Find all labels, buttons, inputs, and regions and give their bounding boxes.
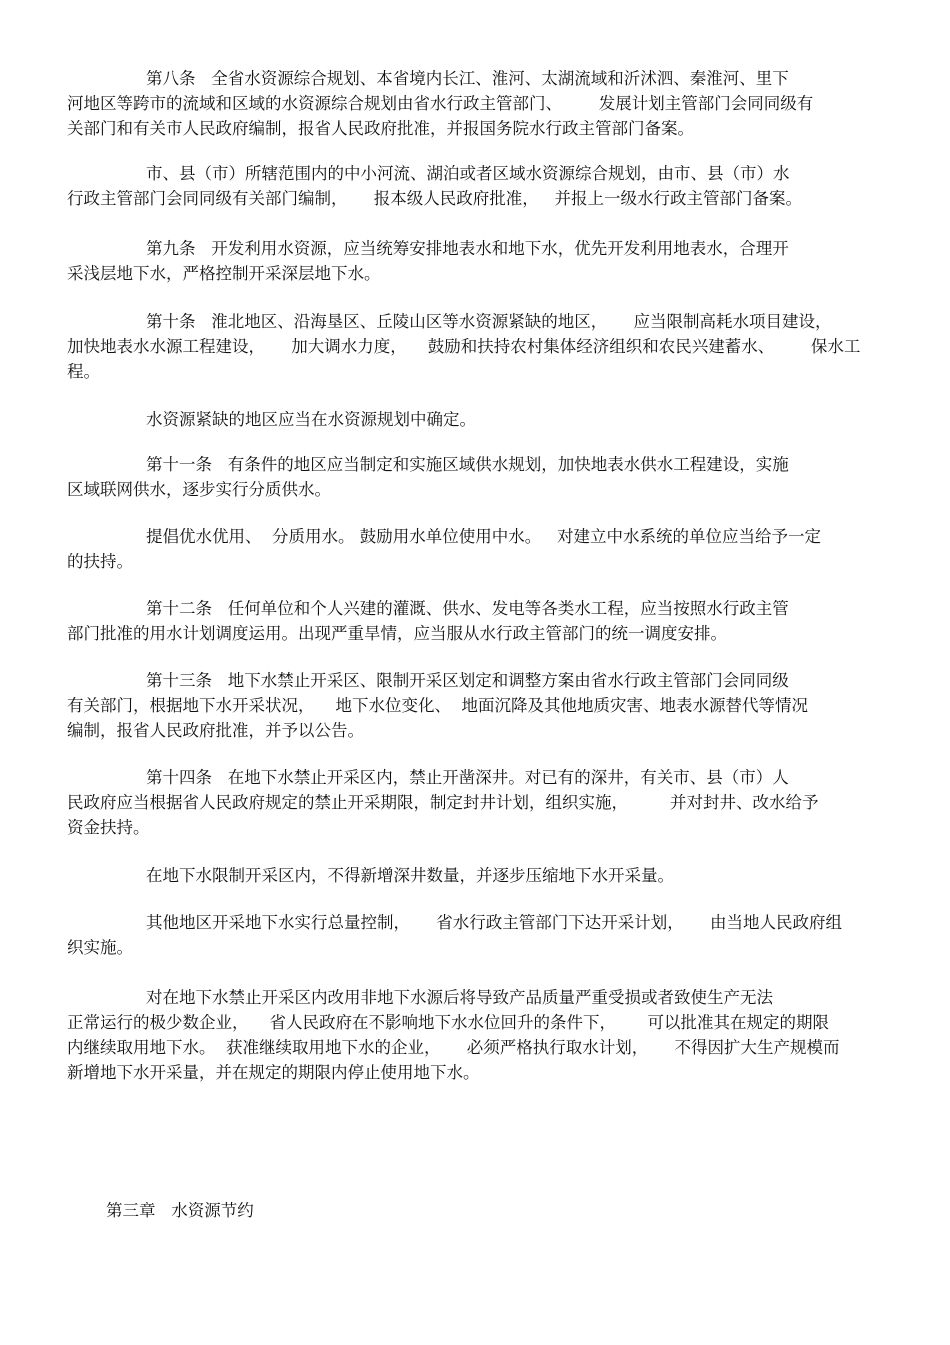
paragraph-3-line-2: 采浅层地下水，严格控制开采深层地下水。 <box>67 264 381 283</box>
paragraph-9-line-2: 有关部门，根据地下水开采状况， 地下水位变化、 地面沉降及其他地质灾害、地表水源替代等情况 <box>67 696 808 715</box>
paragraph-4-line-2: 加快地表水水源工程建设， 加大调水力度， 鼓励和扶持农村集体经济组织和农民兴建蓄水、 保水工 <box>67 337 861 356</box>
paragraph-12-line-2: 织实施。 <box>67 938 133 957</box>
paragraph-7-line-2: 的扶持。 <box>67 552 133 571</box>
paragraph-2-line-1: 市、县（市）所辖范围内的中小河流、湖泊或者区域水资源综合规划，由市、县（市）水 <box>146 164 790 183</box>
paragraph-6-line-2: 区域联网供水，逐步实行分质供水。 <box>67 480 331 499</box>
paragraph-2-line-2: 行政主管部门会同同级有关部门编制， 报本级人民政府批准， 并报上一级水行政主管部门备案。 <box>67 189 802 208</box>
paragraph-10-line-3: 资金扶持。 <box>67 818 150 837</box>
paragraph-4-line-3: 程。 <box>67 362 100 381</box>
paragraph-6-line-1: 第十一条 有条件的地区应当制定和实施区域供水规划，加快地表水供水工程建设，实施 <box>146 455 789 474</box>
paragraph-5-line-1: 水资源紧缺的地区应当在水资源规划中确定。 <box>146 410 476 429</box>
paragraph-13-line-3: 内继续取用地下水。 获准继续取用地下水的企业， 必须严格执行取水计划， 不得因扩大生产规模而 <box>67 1038 840 1057</box>
paragraph-1-line-2: 河地区等跨市的流域和区域的水资源综合规划由省水行政主管部门、 发展计划主管部门会同同级有 <box>67 94 814 113</box>
paragraph-1-line-1: 第八条 全省水资源综合规划、本省境内长江、淮河、太湖流域和沂沭泗、秦淮河、里下 <box>146 69 789 88</box>
paragraph-8-line-1: 第十二条 任何单位和个人兴建的灌溉、供水、发电等各类水工程，应当按照水行政主管 <box>146 599 789 618</box>
paragraph-10-line-1: 第十四条 在地下水禁止开采区内，禁止开凿深井。对已有的深井，有关市、县（市）人 <box>146 768 789 787</box>
chapter-heading: 第三章 水资源节约 <box>106 1201 254 1220</box>
paragraph-4-line-1: 第十条 淮北地区、沿海垦区、丘陵山区等水资源紧缺的地区， 应当限制高耗水项目建设， <box>146 312 832 331</box>
paragraph-10-line-2: 民政府应当根据省人民政府规定的禁止开采期限，制定封井计划，组织实施， 并对封井、改水给予 <box>67 793 819 812</box>
paragraph-12-line-1: 其他地区开采地下水实行总量控制， 省水行政主管部门下达开采计划， 由当地人民政府组 <box>146 913 842 932</box>
paragraph-13-line-1: 对在地下水禁止开采区内改用非地下水源后将导致产品质量严重受损或者致使生产无法 <box>146 988 773 1007</box>
paragraph-13-line-2: 正常运行的极少数企业， 省人民政府在不影响地下水水位回升的条件下， 可以批准其在规定的期限 <box>67 1013 829 1032</box>
paragraph-9-line-3: 编制，报省人民政府批准，并予以公告。 <box>67 721 364 740</box>
paragraph-1-line-3: 关部门和有关市人民政府编制，报省人民政府批准，并报国务院水行政主管部门备案。 <box>67 119 694 138</box>
paragraph-11-line-1: 在地下水限制开采区内，不得新增深井数量，并逐步压缩地下水开采量。 <box>146 866 674 885</box>
paragraph-13-line-4: 新增地下水开采量，并在规定的期限内停止使用地下水。 <box>67 1063 480 1082</box>
paragraph-3-line-1: 第九条 开发利用水资源，应当统筹安排地表水和地下水，优先开发利用地表水，合理开 <box>146 239 789 258</box>
paragraph-8-line-2: 部门批准的用水计划调度运用。出现严重旱情，应当服从水行政主管部门的统一调度安排。 <box>67 624 727 643</box>
paragraph-7-line-1: 提倡优水优用、 分质用水。 鼓励用水单位使用中水。 对建立中水系统的单位应当给予一定 <box>146 527 821 546</box>
paragraph-9-line-1: 第十三条 地下水禁止开采区、限制开采区划定和调整方案由省水行政主管部门会同同级 <box>146 671 789 690</box>
